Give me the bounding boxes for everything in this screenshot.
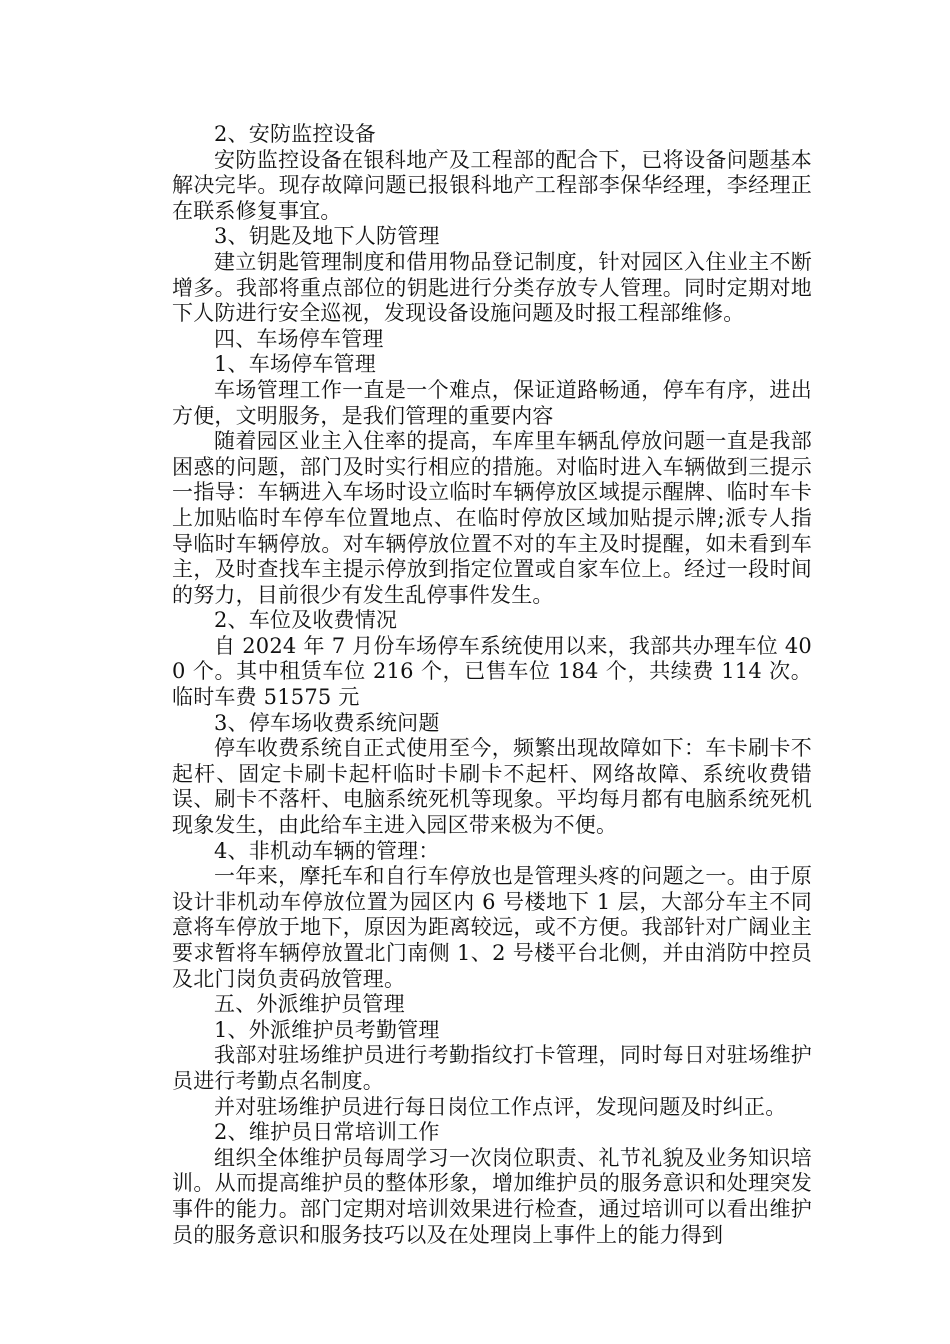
paragraph-non-motor-vehicles: 一年来，摩托车和自行车停放也是管理头疼的问题之一。由于原设计非机动车停放位置为园区内 6 号楼地下 1 层，大部分车主不同意将车停放于地下，原因为距离较远，或不方便。我部针对广阔业主要求暂将车辆停放置北门南侧 1、2 号楼平台北侧，并由消防中控员及北门岗负责码放管理。: [172, 864, 812, 991]
paragraph-parking-fees: 自 2024 年 7 月份车场停车系统使用以来，我部共办理车位 400 个。其中租赁车位 216 个，已售车位 184 个，共续费 114 次。临时车费 51575 元: [172, 633, 812, 710]
paragraph-parking-measures: 随着园区业主入住率的提高，车库里车辆乱停放问题一直是我部困惑的问题，部门及时实行相应的措施。对临时进入车辆做到三提示一指导：车辆进入车场时设立临时车辆停放区域提示醒牌、临时车卡上加贴临时车停车位置地点、在临时停放区域加贴提示牌;派专人指导临时车辆停放。对车辆停放位置不对的车主及时提醒，如未看到车主，及时查找车主提示停放到指定位置或自家车位上。经过一段时间的努力，目前很少有发生乱停事件发生。: [172, 429, 812, 607]
heading-parking-fees: 2、车位及收费情况: [214, 608, 398, 633]
paragraph-keys-civil-defense: 建立钥匙管理制度和借用物品登记制度，针对园区入住业主不断增多。我部将重点部位的钥匙进行分类存放专人管理。同时定期对地下人防进行安全巡视，发现设备设施问题及时报工程部维修。: [172, 249, 812, 326]
paragraph-security-monitoring: 安防监控设备在银科地产及工程部的配合下，已将设备问题基本解决完毕。现存故障问题已报银科地产工程部李保华经理，李经理正在联系修复事宜。: [172, 147, 812, 223]
section-heading-staff: 五、外派维护员管理: [214, 992, 405, 1017]
heading-parking-management: 1、车场停车管理: [214, 352, 376, 377]
heading-security-monitoring: 2、安防监控设备: [214, 122, 376, 146]
heading-training: 2、维护员日常培训工作: [214, 1120, 440, 1145]
paragraph-daily-review: 并对驻场维护员进行每日岗位工作点评，发现问题及时纠正。: [214, 1094, 787, 1119]
heading-keys-civil-defense: 3、钥匙及地下人防管理: [214, 224, 440, 249]
paragraph-training: 组织全体维护员每周学习一次岗位职责、礼节礼貌及业务知识培训。从而提高维护员的整体形象，增加维护员的服务意识和处理突发事件的能力。部门定期对培训效果进行检查，通过培训可以看出维护员的服务意识和服务技巧以及在处理岗上事件上的能力得到: [172, 1145, 812, 1247]
heading-non-motor-vehicles: 4、非机动车辆的管理：: [214, 838, 440, 863]
section-heading-parking: 四、车场停车管理: [214, 326, 384, 351]
paragraph-fee-system-issues: 停车收费系统自正式使用至今，频繁出现故障如下：车卡刷卡不起杆、固定卡刷卡起杆临时卡刷卡不起杆、网络故障、系统收费错误、刷卡不落杆、电脑系统死机等现象。平均每月都有电脑系统死机现象发生，由此给车主进入园区带来极为不便。: [172, 736, 812, 838]
heading-attendance: 1、外派维护员考勤管理: [214, 1017, 440, 1042]
paragraph-attendance: 我部对驻场维护员进行考勤指纹打卡管理，同时每日对驻场维护员进行考勤点名制度。: [172, 1043, 812, 1093]
document-body: [172, 122, 812, 1248]
heading-fee-system-issues: 3、停车场收费系统问题: [214, 710, 440, 735]
paragraph-parking-difficulty: 车场管理工作一直是一个难点，保证道路畅通，停车有序，进出方便，文明服务，是我们管理的重要内容: [172, 377, 812, 428]
